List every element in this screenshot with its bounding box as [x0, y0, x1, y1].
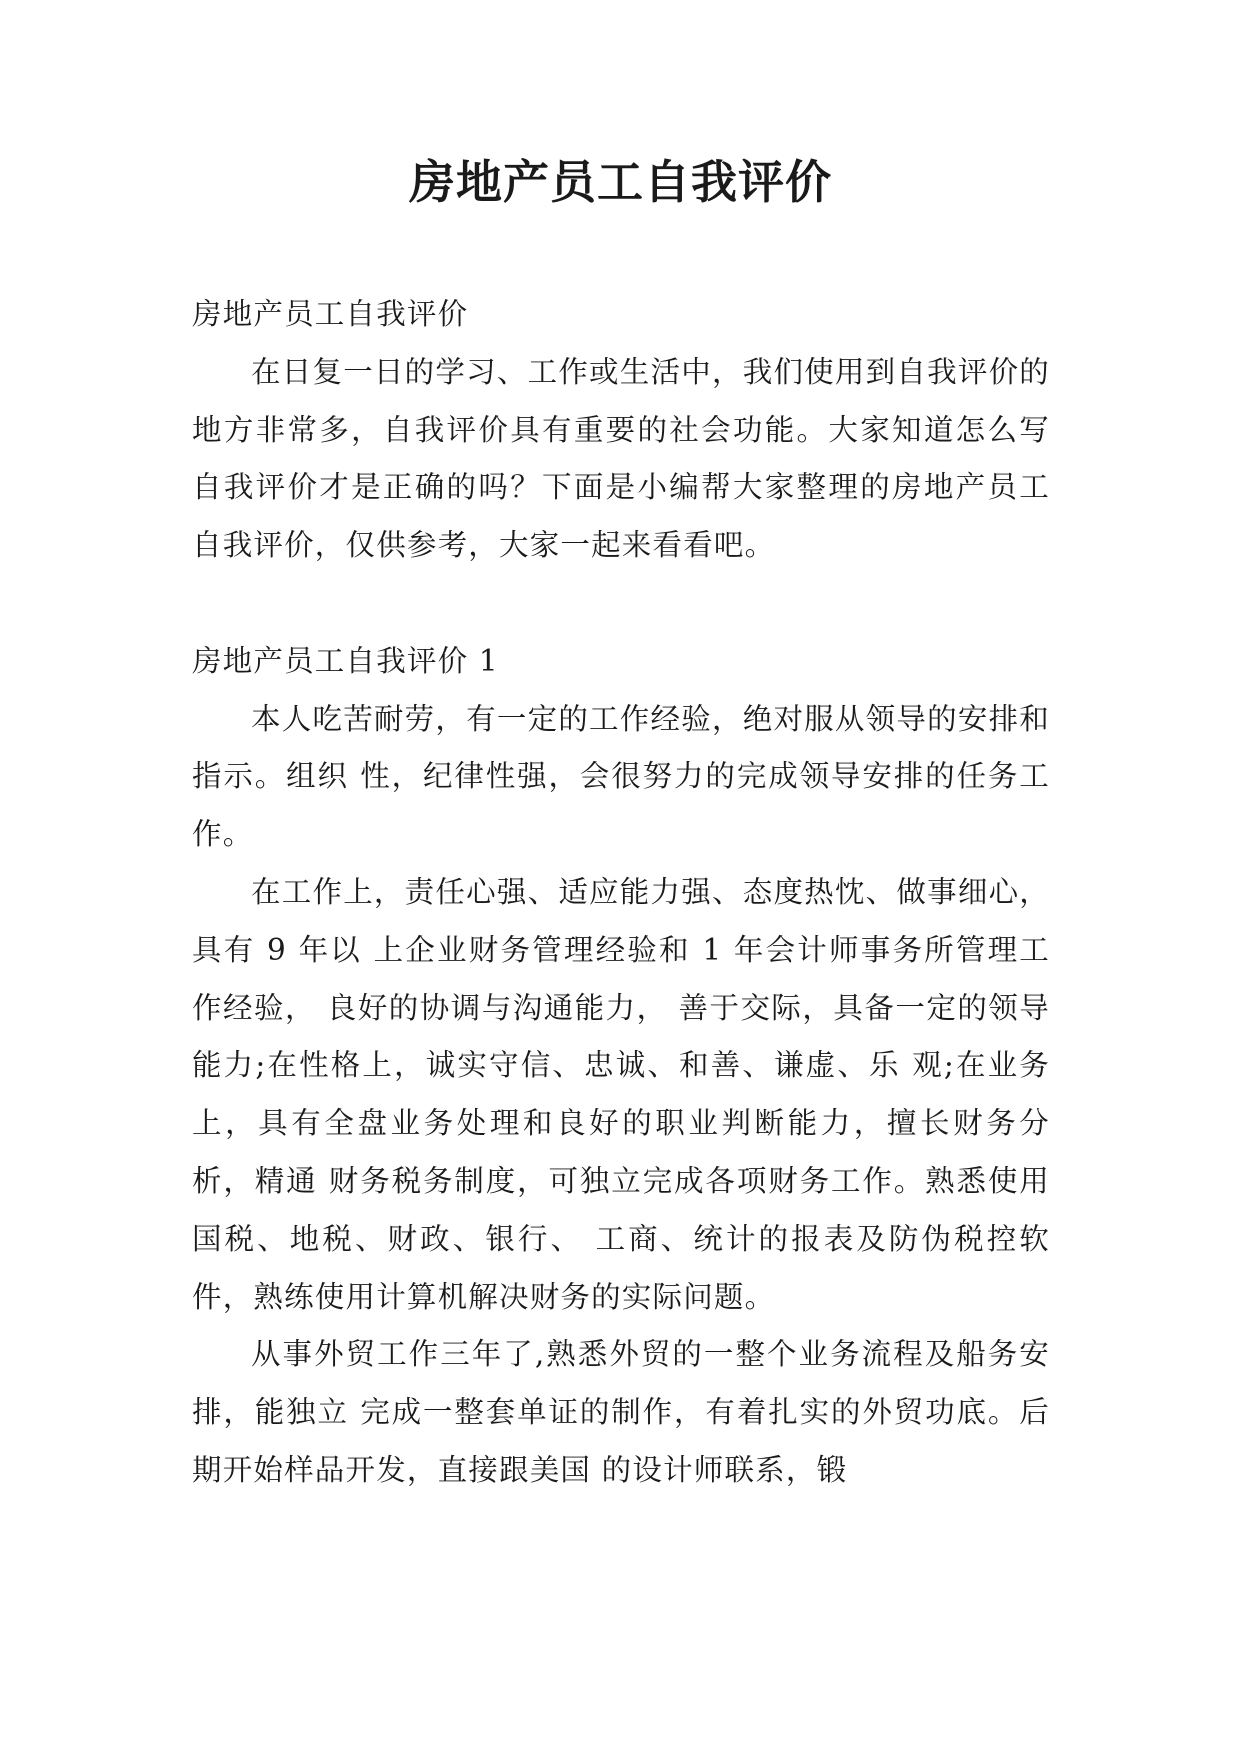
body-paragraph-3: 从事外贸工作三年了,熟悉外贸的一整个业务流程及船务安排，能独立 完成一整套单证的制作，有着扎实的外贸功底。后期开始样品开发，直接跟美国 的设计师联系，锻 — [192, 1337, 1050, 1487]
section-heading: 房地产员工自我评价 1 — [192, 643, 499, 678]
body-paragraph-1: 本人吃苦耐劳，有一定的工作经验，绝对服从领导的安排和指示。组织 性，纪律性强，会很努力的完成领导安排的任务工作。 — [192, 701, 1050, 852]
document-title: 房地产员工自我评价 — [409, 155, 832, 209]
intro-paragraph: 在日复一日的学习、工作或生活中，我们使用到自我评价的地方非常多，自我评价具有重要的社会功能。大家知道怎么写自我评价才是正确的吗？下面是小编帮大家整理的房地产员工自我评价，仅供参考，大家一起来看看吧。 — [192, 354, 1050, 563]
document-subtitle: 房地产员工自我评价 — [192, 297, 469, 331]
body-paragraph-2: 在工作上，责任心强、适应能力强、态度热忱、做事细心，具有 9 年以 上企业财务管理经验和 1 年会计师事务所管理工作经验， 良好的协调与沟通能力， 善于交际，具备一定的领导能力;在性格上，诚实守信、忠诚、和善、谦虚、乐 观;在业务上，具有全盘业务处理和良好的职业判断能力，擅长财务分析，精通 财务税务制度，可独立完成各项财务工作。熟悉使用国税、地税、财政、银行、 工商、统计的报表及防伪税控软件，熟练使用计算机解决财务的实际问题。 — [192, 874, 1050, 1314]
section-spacer — [192, 575, 1050, 633]
document-body — [192, 286, 1050, 1500]
